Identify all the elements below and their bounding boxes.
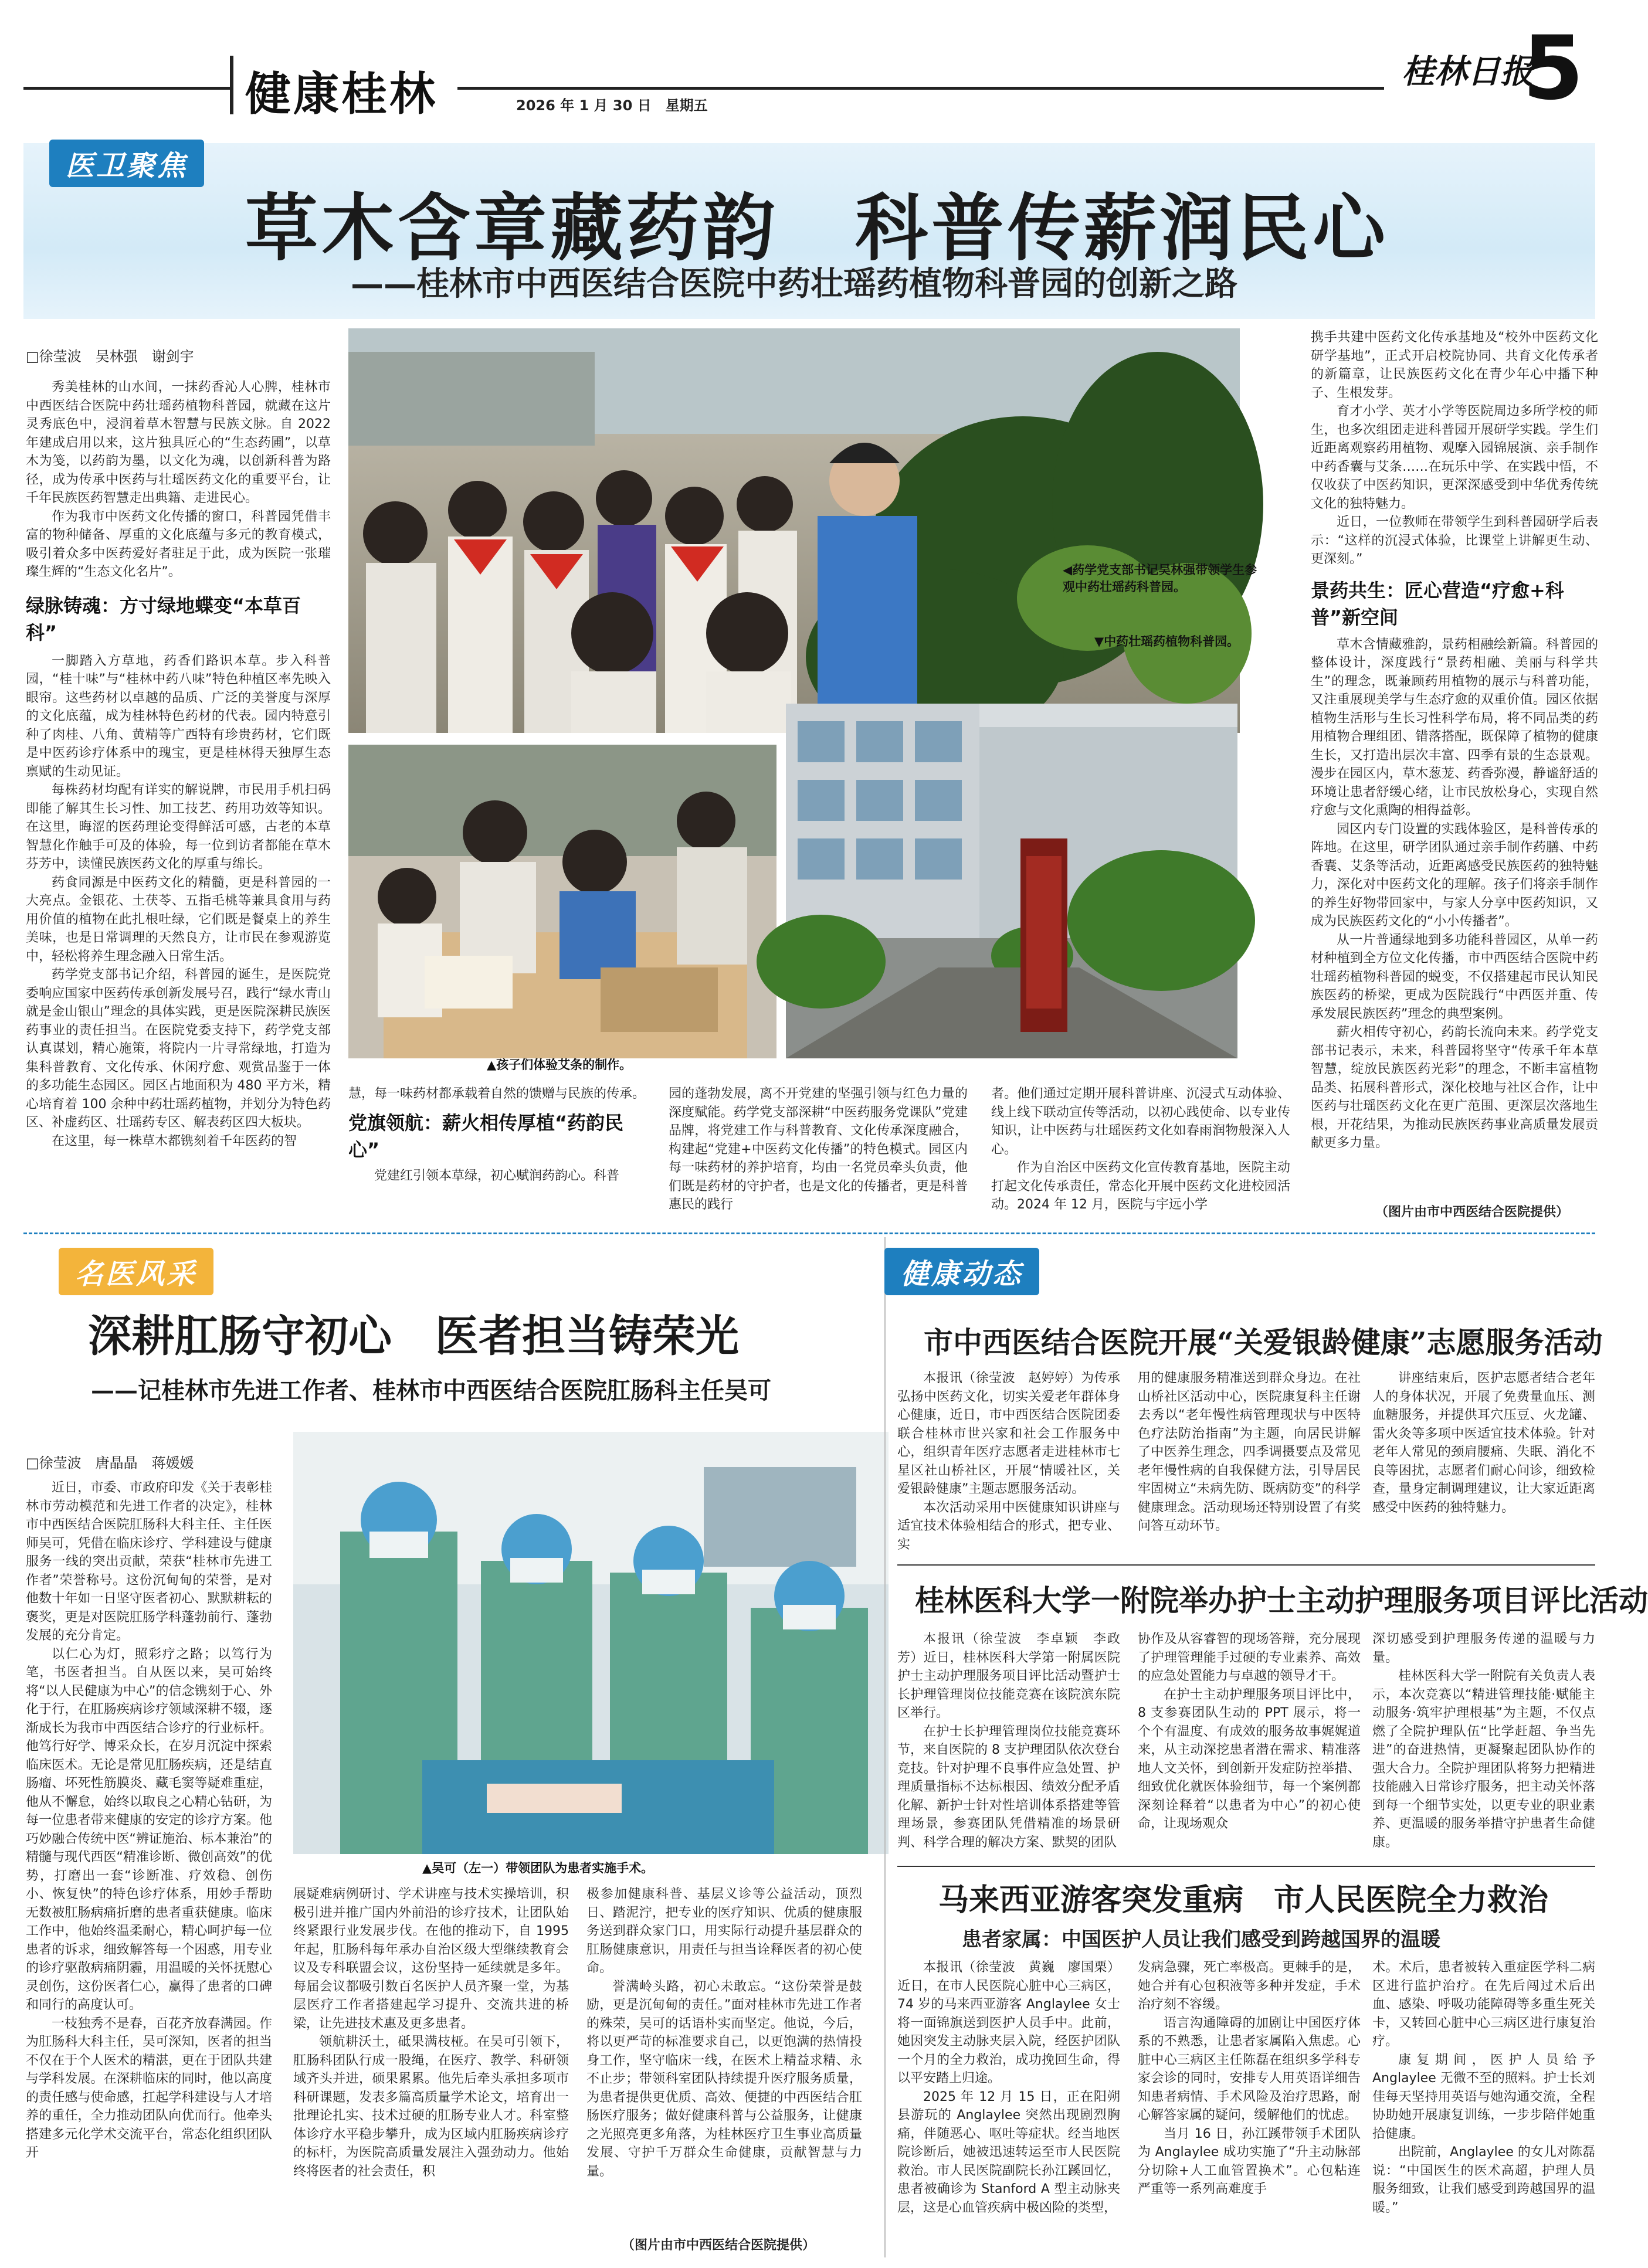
section-heading: 绿脉铸魂：方寸绿地蝶变“本草百科” xyxy=(26,594,301,644)
paragraph: 桂林医科大学一附院有关负责人表示，本次竞赛以“精进管理技能·赋能主动服务·筑牢护理根基”为主题，不仅点燃了全院护理队伍“比学赶超、争当先进”的奋进热情，更凝聚起团队协作的强大合力。全院护理团队将努力把精进技能融入日常诊疗服务，把主动关怀落到每一个细节实处，以更专业的职业素养、更温暖的服务举措守护患者生命健康。 xyxy=(1372,1669,1595,1850)
paragraph: 园的蓬勃发展，离不开党建的坚强引领与红色力量的深度赋能。药学党支部深耕“中医药服务党课队”党建品牌，将党建工作与科普教育、文化传承深度融合，构建起“党建+中医药文化传播”的特色模式。园区内每一味药材的养护培育，均由一名党员牵头负责，他们既是药材的守护者，也是文化的传播者，更是科普惠民的践行 xyxy=(669,1087,968,1212)
news-3-headline: 马来西亚游客突发重病 市人民医院全力救治 xyxy=(938,1882,1549,1918)
paragraph: 讲座结束后，医护志愿者结合老年人的身体状况，开展了免费量血压、测血糖服务，并提供耳穴压豆、火龙罐、雷火灸等多项中医适宜技术体验。针对老年人常见的颈肩腰痛、失眠、消化不良等困扰，志愿者们耐心问诊，细致检查，量身定制调理建议，让大家近距离感受中医药的独特魅力。 xyxy=(1372,1371,1595,1515)
section-tag-left: 名医风采 xyxy=(59,1248,213,1295)
paragraph: 药食同源是中医药文化的精髓，更是科普园的一大亮点。金银花、土茯苓、五指毛桃等兼具食用与药用价值的植物在此扎根吐绿，它们既是餐桌上的养生美味，也是日常调理的天然良方，让市民在参观游览中，轻松将养生理念融入日常生活。 xyxy=(26,875,331,964)
paper-name-logo: 桂林日报 xyxy=(1402,52,1533,91)
top-headline: 草木含章藏药韵 科普传薪润民心 xyxy=(245,186,1389,271)
paragraph: 语言沟通障碍的加剧让中国医疗体系的不熟悉，让患者家属陷入焦虑。心脏中心三病区主任陈磊在组织多学科专家会诊的同时，安排专人用英语详细告知患者病情、手术风险及治疗思路，耐心解答家属的疑问，缓解他们的忧虑。 xyxy=(1138,2015,1361,2123)
news-1-col2 xyxy=(1138,1369,1361,1568)
paragraph: 本次活动采用中医健康知识讲座与适宜技术体验相结合的形式，把专业、实 xyxy=(897,1500,1120,1552)
bottom-left-col1 xyxy=(26,1479,272,2259)
paragraph: 作为我市中医药文化传播的窗口，科普园凭借丰富的物种储备、厚重的文化底蕴与多元的教育模式，吸引着众多中医药爱好者驻足于此，成为医院一张璀璨生辉的“生态文化名片”。 xyxy=(26,509,331,579)
section-heading: 党旗领航：薪火相传厚植“药韵民心” xyxy=(348,1111,624,1161)
bottom-left-subheadline: ——记桂林市先进工作者、桂林市中西医结合医院肛肠科主任吴可 xyxy=(91,1377,771,1404)
top-col3 xyxy=(669,1085,968,1212)
photo-caption-1: ◀药学党支部书记吴林强带领学生参观中药壮瑶药科普园。 xyxy=(1063,563,1257,594)
photo-garden-building xyxy=(786,704,1237,1058)
section-heading: 景药共生：匠心营造“疗愈+科普”新空间 xyxy=(1311,579,1564,629)
masthead-rule-right xyxy=(457,87,1384,90)
photo-students-garden-image xyxy=(348,328,1240,733)
news-2-headline: 桂林医科大学一附院举办护士主动护理服务项目评比活动 xyxy=(915,1583,1648,1618)
paragraph: 携手共建中医药文化传承基地及“校外中医药文化研学基地”，正式开启校院协同、共育文化传承者的新篇章，让民族医药文化在青少年心中播下种子、生根发芽。 xyxy=(1311,330,1598,400)
paragraph: 当月 16 日，孙江蹊带领手术团队为 Anglaylee 成功实施了“升主动脉部分切除+人工血管置换术”。心包粘连严重等一系列高难度手 xyxy=(1138,2126,1361,2196)
photo-moxa-making-image xyxy=(348,745,776,1058)
news-1-headline: 市中西医结合医院开展“关爱银龄健康”志愿服务活动 xyxy=(924,1325,1603,1360)
paragraph: 近日，市委、市政府印发《关于表彰桂林市劳动模范和先进工作者的决定》，桂林市中西医结合医院肛肠科大科主任、主任医师吴可，凭借在临床诊疗、学科建设与健康服务一线的突出贡献，荣获“桂林市先进工作者”荣誉称号。这份沉甸甸的荣誉，是对他数十年如一日坚守医者初心、默默耕耘的褒奖，更是对医院肛肠学科蓬勃前行、蓬勃发展的充分肯定。 xyxy=(26,1481,272,1643)
paragraph: 近日，一位教师在带领学生到科普园研学后表示：“这样的沉浸式体验，比课堂上讲解更生动、更深刻。” xyxy=(1311,515,1598,566)
paragraph: 在这里，每一株草木都镌刻着千年医药的智 xyxy=(52,1133,297,1149)
news-2-col1 xyxy=(897,1630,1120,1859)
paragraph: 草木含情藏雅韵，景药相融绘新篇。科普园的整体设计，深度践行“景药相融、美丽与科学共生”的理念，既兼顾药用植物的展示与科普功能，又注重展现美学与生态疗愈的双重价值。园区依据植物生活形与生长习性科学布局，将不同品类的药用植物合理组团、错落搭配，既保障了植物的健康生长，又打造出层次丰富、四季有景的生态景观。漫步在园区内，草木葱茏、药香弥漫，静谧舒适的环境让患者舒缓心绪，让市民放松身心，实现自然疗愈与文化熏陶的相得益彰。 xyxy=(1311,637,1598,818)
vertical-divider xyxy=(884,1237,886,2257)
paragraph: 者。他们通过定期开展科普讲座、沉浸式互动体验、线上线下联动宣传等活动，以初心践使命、以专业传知识，让中医药与壮瑶医药文化如春雨润物般深入人心。 xyxy=(991,1087,1290,1157)
issue-date: 2026 年 1 月 30 日 星期五 xyxy=(516,97,708,114)
photo-caption-2: ▼中药壮瑶药植物科普园。 xyxy=(1094,634,1240,649)
paragraph: 出院前，Anglaylee 的女儿对陈磊说：“中国医生的医术高超，护理人员服务细致，让我们感受到跨越国界的温暖。” xyxy=(1372,2145,1595,2215)
paragraph: 康复期间，医护人员给予 Anglaylee 无微不至的照料。护士长刘佳每天坚持用英语与她沟通交流，全程协助她开展康复训练，一步步陪伴她重拾健康。 xyxy=(1372,2052,1595,2141)
paragraph: 2025 年 12 月 15 日，正在阳朔县游玩的 Anglaylee 突然出现剧烈胸痛，伴随恶心、呕吐等症状。经当地医院诊断后，她被迅速转运至市人民医院救治。市人民医院副院长孙江蹊回忆，患者被确诊为 Stanford A 型主动脉夹层，这是心血管疾病中极凶险的类型， xyxy=(897,2089,1120,2215)
paragraph: 在护士主动护理服务项目评比中，8 支参赛团队生动的 PPT 展示，将一个个有温度、有成效的服务故事娓娓道来，从主动深挖患者潜在需求、精准落地人文关怀，到创新开发症防控举措、细致优化就医体验细节，每一个案例都深刻诠释着“以患者为中心”的初心使命，让现场观众 xyxy=(1138,1687,1361,1831)
photo-caption-3: ▲孩子们体验艾条的制作。 xyxy=(487,1058,632,1072)
section-divider xyxy=(23,1233,1595,1234)
photo-credit-left: （图片由市中西医结合医院提供） xyxy=(622,2238,816,2253)
paragraph: 在护士长护理管理岗位技能竞赛环节，来自医院的 8 支护理团队依次登台竞技。针对护理不良事件应急处置、护理质量指标不达标根因、绩效分配矛盾化解、新护士针对性培训体系搭建等管理场景，参赛团队凭借精准的场景研判、科学合理的解决方案、默契的团队 xyxy=(897,1724,1120,1850)
paragraph: 用的健康服务精准送到群众身边。在社山桥社区活动中心，医院康复科主任谢去秀以“老年慢性病管理现状与中医特色疗法防治指南”为主题，向居民讲解了中医养生理念，四季调摄要点及常见老年慢性病的自我保健方法，引导居民牢固树立“未病先防、既病防变”的科学健康理念。活动现场还特别设置了有奖问答互动环节。 xyxy=(1138,1371,1361,1533)
top-col4 xyxy=(991,1085,1290,1212)
paragraph: 一脚踏入方草地，药香们路识本草。步入科普园，“桂十味”与“桂林中药八味”特色种植区率先映入眼帘。这些药材以卓越的品质、广泛的美誉度与深厚的文化底蕴，成为桂林特色药材的代表。园内特意引种了肉桂、八角、黄精等广西特有珍贵药材，它们既是中医药诊疗体系中的瑰宝，更是桂林得天独厚生态禀赋的生动见证。 xyxy=(26,653,331,779)
section-tag-right: 健康动态 xyxy=(884,1248,1039,1295)
news-3-col3 xyxy=(1372,1958,1595,2257)
news-2-col3 xyxy=(1372,1630,1595,1859)
paragraph: 本报讯（徐莹波 赵婷婷）为传承弘扬中医药文化，切实关爱老年群体身心健康，近日，市中西医结合医院团委联合桂林市世兴家和社会工作服务中心，组织青年医疗志愿者走进桂林市七星区社山桥社区，开展“情暖社区，关爱银龄健康”主题志愿服务活动。 xyxy=(897,1371,1120,1496)
bottom-left-col3 xyxy=(586,1885,862,2237)
paragraph: 协作及从容睿智的现场答辩，充分展现了护理管理能手过硬的专业素养、高效的应急处置能力与卓越的领导才干。 xyxy=(1138,1632,1361,1683)
news-2-col2 xyxy=(1138,1630,1361,1859)
paragraph: 深切感受到护理服务传递的温暖与力量。 xyxy=(1372,1632,1595,1665)
photo-surgery-image xyxy=(293,1432,889,1854)
photo-credit-top: （图片由市中西医结合医院提供） xyxy=(1375,1205,1569,1220)
news-divider-2 xyxy=(897,1866,1595,1867)
paragraph: 作为自治区中医药文化宣传教育基地，医院主动打起文化传承责任，常态化开展中医药文化进校园活动。2024 年 12 月，医院与宇远小学 xyxy=(991,1160,1290,1212)
news-3-subheadline: 患者家属：中国医护人员让我们感受到跨越国界的温暖 xyxy=(962,1928,1440,1951)
news-3-col1 xyxy=(897,1958,1120,2257)
paragraph: 园区内专门设置的实践体验区，是科普传承的阵地。在这里，研学团队通过亲手制作药膳、中药香囊、艾条等活动，近距离感受民族医药的独特魅力，深化对中医药文化的理解。孩子们将亲手制作的养生好物带回家中，与家人分享中医药知识，又成为民族医药文化的“小小传播者”。 xyxy=(1311,821,1598,929)
news-3-col2 xyxy=(1138,1958,1361,2257)
paragraph: 本报讯（徐莹波 李卓颖 李政芳）近日，桂林医科大学第一附属医院护士主动护理服务项目评比活动暨护士长护理管理岗位技能竞赛在该院滨东院区举行。 xyxy=(897,1632,1120,1720)
top-subheadline: ——桂林市中西医结合医院中药壮瑶药植物科普园的创新之路 xyxy=(351,264,1237,303)
paragraph: 誉满岭头路，初心未敢忘。“这份荣誉是鼓励，更是沉甸甸的责任。”面对桂林市先进工作者的殊荣，吴可的话语朴实而坚定。他说，今后，将以更严苛的标准要求自己，以更饱满的热情投身工作，坚守临床一线，在医术上精益求精、永不止步；带领科室团队持续提升医疗服务质量，为患者提供更优质、高效、便捷的中西医结合肛肠医疗服务；做好健康科普与公益服务，让健康之光照亮更多角落，为桂林医疗卫生事业高质量发展、守护千万群众生命健康，贡献智慧与力量。 xyxy=(586,1979,862,2179)
paragraph: 育才小学、英才小学等医院周边多所学校的师生，也多次组团走进科普园开展研学实践。学生们近距离观察药用植物、观摩入园锦展演、亲手制作中药香囊与艾条……在玩乐中学、在实践中悟，不仅收获了中医药知识，更深深感受到中华优秀传统文化的独特魅力。 xyxy=(1311,404,1598,511)
paragraph: 薪火相传守初心，药韵长流向未来。药学党支部书记表示，未来，科普园将坚守“传承千年本草智慧，绽放民族医药光彩”的理念，不断丰富植物品类、拓展科普形式，深化校地与社区合作，让中医药与壮瑶医药文化在更广范围、更深层次落地生根，开花结果，为推动民族医药事业高质量发展贡献更多力量。 xyxy=(1311,1025,1598,1150)
page-number: 5 xyxy=(1522,18,1584,120)
top-byline: □徐莹波 吴林强 谢剑宇 xyxy=(26,348,194,365)
top-col1 xyxy=(26,378,331,1176)
paragraph: 展疑难病例研讨、学术讲座与技术实操培训，积极引进并推广国内外前沿的诊疗技术，让团队始终紧跟行业发展步伐。在他的推动下，自 1995 年起，肛肠科每年承办自治区级大型继续教育会议及专科联盟会议，这份坚持一延续就是多年。每届会议都吸引数百名医护人员齐聚一堂，为基层医疗工作者搭建起学习提升、交流共进的桥梁，让先进技术惠及更多患者。 xyxy=(293,1887,569,2031)
news-1-col3 xyxy=(1372,1369,1595,1568)
paragraph: 每株药材均配有详实的解说牌，市民用手机扫码即能了解其生长习性、加工技艺、药用功效等知识。在这里，晦涩的医药理论变得鲜活可感，古老的本草智慧化作触手可及的体验，每一位到访者都能在草木芬芳中，读懂民族医药文化的厚重与绵长。 xyxy=(26,783,331,871)
photo-moxa-making xyxy=(348,745,776,1058)
photo-students-garden xyxy=(348,328,1240,733)
section-label: 健康桂林 xyxy=(245,67,438,121)
paragraph: 秀美桂林的山水间，一抹药香沁人心脾，桂林市中西医结合医院中药壮瑶药植物科普园，就藏在这片灵秀底色中，浸润着草木智慧与民族文脉。自 2022 年建成启用以来，这片独具匠心的“生态药圃”，以草木为笺，以药韵为墨，以文化为魂，以创新科普为路径，成为传承中医药与壮瑶医药文化的重要平台，让千年民族医药智慧走出典籍、走进民心。 xyxy=(26,380,331,505)
photo-surgery xyxy=(293,1432,889,1854)
paragraph: 发病急骤，死亡率极高。更棘手的是，她合并有心包积液等多种并发症，手术治疗刻不容缓。 xyxy=(1138,1960,1361,2012)
paragraph: 一枝独秀不是春，百花齐放春满园。作为肛肠科大科主任，吴可深知，医者的担当不仅在于个人医术的精湛，更在于团队共建与学科发展。在深耕临床的同时，他以高度的责任感与使命感，扛起学科建设与人才培养的重任，全力推动团队向优而行。他牵头搭建多元化学术交流平台，常态化组织团队开 xyxy=(26,2016,272,2160)
photo-garden-building-image xyxy=(786,704,1237,1058)
paragraph: 党建红引领本草绿，初心赋润药韵心。科普 xyxy=(374,1168,620,1183)
bottom-left-byline: □徐莹波 唐晶晶 蒋媛媛 xyxy=(26,1455,194,1471)
masthead-divider-bar xyxy=(230,56,233,114)
paragraph: 极参加健康科普、基层义诊等公益活动，顶烈日、踏泥泞，把专业的医疗知识、优质的健康服务送到群众家门口，用实际行动提升基层群众的肛肠健康意识，用责任与担当诠释医者的初心使命。 xyxy=(586,1887,862,1975)
paragraph: 术。术后，患者被转入重症医学科二病区进行监护治疗。在先后闯过术后出血、感染、呼吸功能障碍等多重生死关卡，又转回心脏中心三病区进行康复治疗。 xyxy=(1372,1960,1595,2049)
photo-caption-surgery: ▲吴可（左一）带领团队为患者实施手术。 xyxy=(422,1861,654,1875)
paragraph: 药学党支部书记介绍，科普园的诞生，是医院党委响应国家中医药传承创新发展号召，践行“绿水青山就是金山银山”理念的具体实践，更是医院深耕民族医药事业的责任担当。在医院党委支持下，药学党支部认真谋划，精心施策，将院内一片寻常绿地，打造为集科普教育、文化传承、休闲疗愈、观赏品鉴于一体的多功能生态园区。园区占地面积为 480 平方米，精心培育着 100 余种中药壮瑶药植物，并划分为特色药区、补虚药区、壮瑶药专区、解表药区四大板块。 xyxy=(26,967,331,1130)
masthead-rule-left xyxy=(23,87,230,90)
paragraph: 本报讯（徐莹波 黄巍 廖国栗）近日，在市人民医院心脏中心三病区，74 岁的马来西亚游客 Anglaylee 女士将一面锦旗送到医护人员手中。此前，她因突发主动脉夹层入院，经医护团队一个月的全力救治，成功挽回生命，得以平安踏上归途。 xyxy=(897,1960,1120,2086)
section-tag-top: 医卫聚焦 xyxy=(49,140,204,187)
top-col5 xyxy=(1311,328,1598,1179)
top-col1-continued xyxy=(348,1085,647,1183)
paragraph: 慧，每一味药材都承载着自然的馈赠与民族的传承。 xyxy=(348,1087,646,1101)
news-divider-1 xyxy=(897,1564,1595,1566)
bottom-left-headline: 深耕肛肠守初心 医者担当铸荣光 xyxy=(88,1311,739,1362)
paragraph: 领航耕沃土，砥果满枝桠。在吴可引领下，肛肠科团队行成一股绳，在医疗、教学、科研领域齐头并进，硕果累累。他先后牵头承担多项市科研课题，发表多篇高质量学术论文，培育出一批理论扎实、技术过硬的肛肠专业人才。科室整体诊疗水平稳步攀升，成为区域内肛肠疾病诊疗的标杆，为医院高质量发展注入强劲动力。他始终将医者的社会责任，积 xyxy=(293,2035,569,2179)
bottom-left-col2 xyxy=(293,1885,569,2255)
paragraph: 以仁心为灯，照彩疗之路；以笃行为笔，书医者担当。自从医以来，吴可始终将“以人民健康为中心”的信念镌刻于心、外化于行，在肛肠疾病诊疗领域深耕不辍，逐渐成长为我市中西医结合诊疗的行业标杆。他笃行好学、博采众长，在岁月沉淀中探索临床医术。无论是常见肛肠疾病，还是结直肠瘤、坏死性筋膜炎、藏毛窦等疑难重症，他从不懈怠，始终以取良之心精心钻研，为每一位患者带来健康的安定的诊疗方案。他巧妙融合传统中医“辨证施治、标本兼治”的精髓与现代西医“精准诊断、微创高效”的优势，打磨出一套“诊断准、疗效稳、创伤小、恢复快”的特色诊疗体系，用妙手帮助无数被肛肠病痛折磨的患者重获健康。临床工作中，他始终温柔耐心，精心呵护每一位患者的诉求，细致解答每一个困惑，用专业的诊疗驱散病痛阴霾，用温暖的关怀抚慰心灵创伤，这份医者仁心，赢得了患者的口碑和同行的高度认可。 xyxy=(26,1646,272,2012)
news-1-col1 xyxy=(897,1369,1120,1568)
paragraph: 从一片普通绿地到多功能科普园区，从单一药材种植到全方位文化传播，市中西医结合医院中药壮瑶药植物科普园的蜕变，不仅搭建起市民认知民族医药的桥梁，更成为医院践行“中西医并重、传承发展民族医药”理念的典型案例。 xyxy=(1311,932,1598,1021)
